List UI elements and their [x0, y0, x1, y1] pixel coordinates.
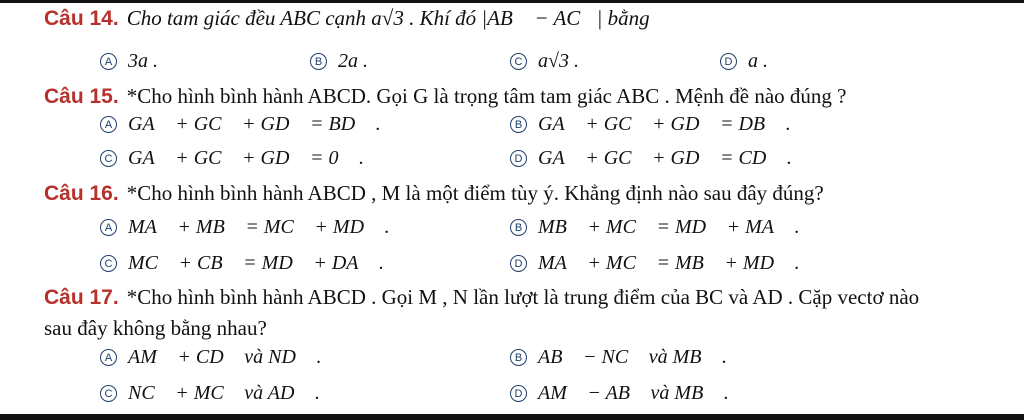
option-text: NC⃗ + MC⃗ và AD⃗ . — [128, 382, 321, 404]
option-text: MC⃗ + CB⃗ = MD⃗ + DA⃗ . — [128, 252, 385, 274]
question-number: Câu 17. — [44, 286, 119, 309]
option-text: MA⃗ + MC⃗ = MB⃗ + MD⃗ . — [538, 252, 800, 274]
option-16c[interactable] — [100, 252, 384, 275]
option-15d[interactable] — [510, 147, 792, 170]
option-16d[interactable] — [510, 252, 800, 275]
question-text: *Cho hình bình hành ABCD , M là một điểm tùy ý. Khẳng định nào sau đây đúng? — [126, 181, 824, 205]
option-text: 3a . — [128, 50, 158, 72]
option-text: AM⃗ + CD⃗ và ND⃗ . — [128, 346, 322, 368]
question-text: *Cho hình bình hành ABCD. Gọi G là trọng tâm tam giác ABC . Mệnh đề nào đúng ? — [126, 84, 847, 108]
question-17-continuation — [44, 316, 267, 341]
question-number: Câu 16. — [44, 182, 119, 205]
question-text: Cho tam giác đều ABC cạnh a√3 . Khí đó |AB⃗ − AC⃗| bằng — [126, 6, 650, 30]
question-number: Câu 14. — [44, 7, 119, 30]
option-letter-badge: D — [720, 53, 737, 70]
option-letter-badge: C — [510, 53, 527, 70]
option-letter-badge: A — [100, 116, 117, 133]
question-17 — [44, 285, 919, 310]
option-letter-badge: B — [510, 116, 527, 133]
option-17b[interactable] — [510, 346, 727, 369]
option-14d[interactable] — [720, 50, 768, 73]
option-letter-badge: A — [100, 53, 117, 70]
option-15c[interactable] — [100, 147, 364, 170]
option-letter-badge: A — [100, 349, 117, 366]
option-letter-badge: B — [510, 349, 527, 366]
bottom-edge-bar — [0, 414, 1024, 420]
option-16b[interactable] — [510, 216, 800, 239]
option-17c[interactable] — [100, 382, 320, 405]
option-text: GA⃗ + GC⃗ + GD⃗ = CD⃗ . — [538, 147, 792, 169]
top-edge-bar — [0, 0, 1024, 3]
option-14c[interactable] — [510, 50, 579, 73]
option-14a[interactable] — [100, 50, 158, 73]
option-text: 2a . — [338, 50, 368, 72]
option-14b[interactable] — [310, 50, 368, 73]
option-letter-badge: D — [510, 255, 527, 272]
option-15b[interactable] — [510, 113, 791, 136]
option-text: GA⃗ + GC⃗ + GD⃗ = 0⃗ . — [128, 147, 365, 169]
option-letter-badge: C — [100, 385, 117, 402]
option-text: GA⃗ + GC⃗ + GD⃗ = DB⃗ . — [538, 113, 791, 135]
option-letter-badge: B — [310, 53, 327, 70]
option-letter-badge: B — [510, 219, 527, 236]
option-text: AM⃗ − AB⃗ và MB⃗ . — [538, 382, 729, 404]
question-16 — [44, 181, 824, 206]
option-16a[interactable] — [100, 216, 390, 239]
option-letter-badge: D — [510, 385, 527, 402]
option-letter-badge: A — [100, 219, 117, 236]
question-text-continuation: sau đây không bằng nhau? — [44, 316, 267, 340]
option-15a[interactable] — [100, 113, 381, 136]
option-letter-badge: C — [100, 255, 117, 272]
option-text: AB⃗ − NC⃗ và MB⃗ . — [538, 346, 728, 368]
option-text: GA⃗ + GC⃗ + GD⃗ = BD⃗ . — [128, 113, 381, 135]
question-number: Câu 15. — [44, 85, 119, 108]
option-letter-badge: C — [100, 150, 117, 167]
option-text: a . — [748, 50, 768, 72]
option-17a[interactable] — [100, 346, 322, 369]
option-17d[interactable] — [510, 382, 729, 405]
option-text: MA⃗ + MB⃗ = MC⃗ + MD⃗ . — [128, 216, 390, 238]
option-letter-badge: D — [510, 150, 527, 167]
question-15 — [44, 84, 846, 109]
question-text: *Cho hình bình hành ABCD . Gọi M , N lần lượt là trung điểm của BC và AD . Cặp vectơ nào — [126, 285, 920, 309]
option-text: MB⃗ + MC⃗ = MD⃗ + MA⃗ . — [538, 216, 800, 238]
option-text: a√3 . — [538, 50, 579, 72]
question-14 — [44, 6, 650, 31]
